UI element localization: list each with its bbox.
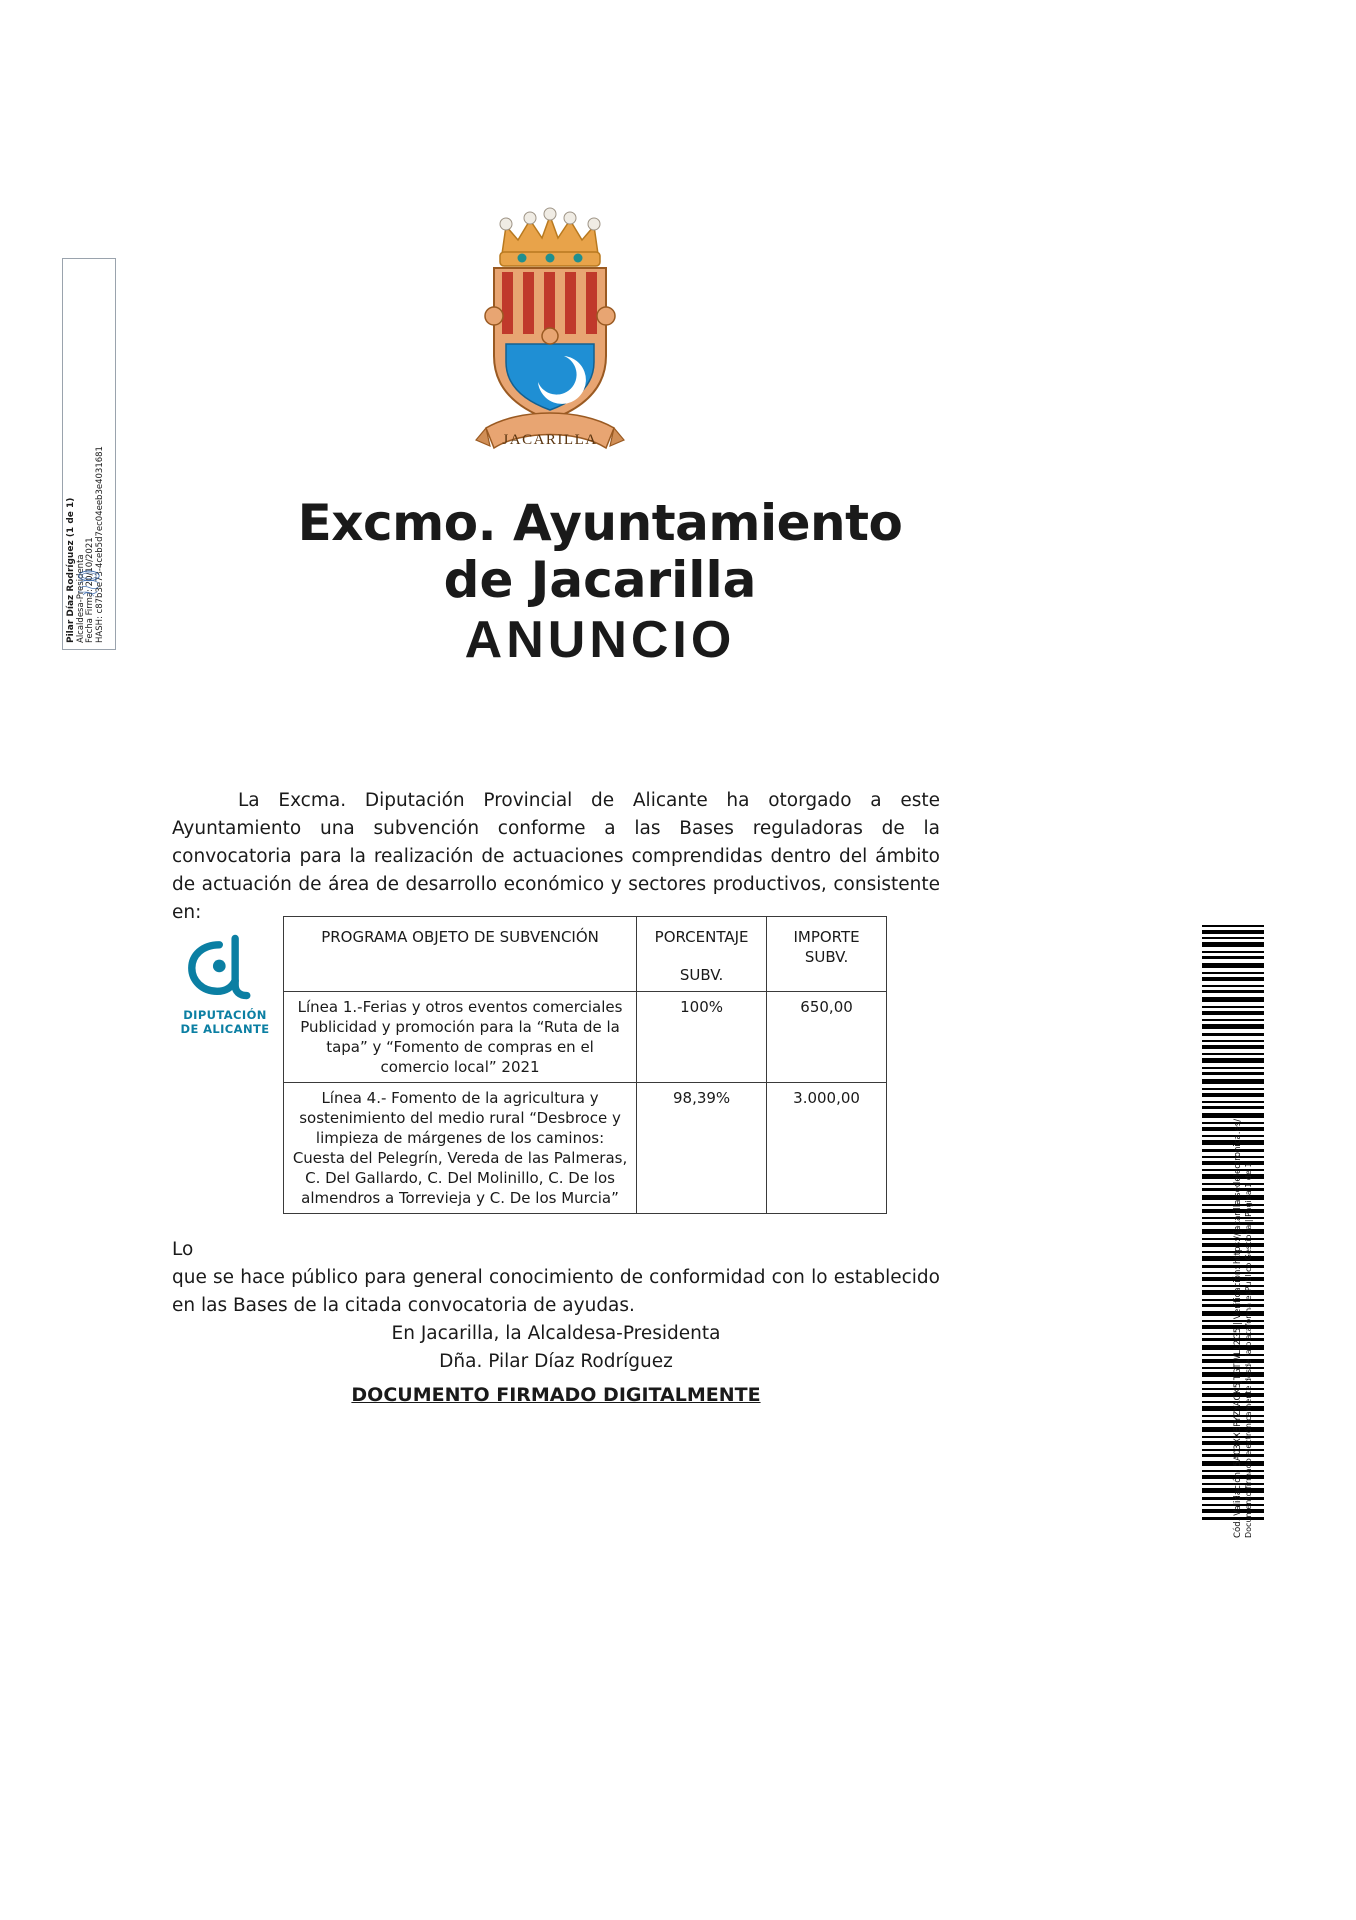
row-percentage: 98,39% xyxy=(637,1083,767,1214)
closing-paragraph xyxy=(172,1236,940,1320)
header-percentage xyxy=(637,917,767,992)
crown-icon xyxy=(500,208,600,266)
header-program: PROGRAMA OBJETO DE SUBVENCIÓN xyxy=(284,917,637,992)
header-amount: IMPORTE SUBV. xyxy=(767,917,887,992)
row-amount: 3.000,00 xyxy=(767,1083,887,1214)
table-header-row xyxy=(284,917,887,992)
closing-block xyxy=(172,1236,940,1376)
table-row xyxy=(284,1083,887,1214)
verification-barcode-area xyxy=(1174,925,1294,1538)
coat-of-arms-motto: JACARILLA xyxy=(502,432,598,448)
closing-lo: Lo xyxy=(172,1239,194,1260)
verification-code-line: Cód. Validación: 5A03XXEPYZYAGK5JTGTWLL2G5 | Verificación: https://jacarilla.sedelectronica.es/ xyxy=(1233,1118,1243,1538)
header-percentage-sub: SUBV. xyxy=(679,966,724,984)
stamp-hash: HASH: c87b3e73-4ceb5d7ec04eeb3e4031681 xyxy=(94,446,105,643)
coat-of-arms-icon xyxy=(460,196,640,476)
subvention-table xyxy=(283,916,887,1214)
diputacion-logo-line-2: DE ALICANTE xyxy=(180,1022,270,1036)
intro-text: La Excma. Diputación Provincial de Alicante ha otorgado a este Ayuntamiento una subvención conforme a las Bases reguladoras de la convocatoria para la realización de actuaciones comprendidas dentro del ámbito de actuación de área de desarrollo económico y sectores productivos, consistente en: xyxy=(172,789,940,923)
row-program: Línea 4.- Fomento de la agricultura y sostenimiento del medio rural “Desbroce y limpieza de márgenes de los caminos: Cuesta del Pelegrín, Vereda de las Palmeras, C. Del Gallardo, C. Del Molinillo, C. De los almendros a Torrevieja y C. De los Murcia” xyxy=(284,1083,637,1214)
row-percentage: 100% xyxy=(637,992,767,1083)
document-signed-digitally: DOCUMENTO FIRMADO DIGITALMENTE xyxy=(351,1384,761,1406)
closing-place: En Jacarilla, la Alcaldesa-Presidenta xyxy=(391,1323,721,1344)
header-percentage-label: PORCENTAJE xyxy=(654,928,749,946)
closing-text: que se hace público para general conocimiento de conformidad con lo establecido en las Bases de la citada convocatoria de ayudas. xyxy=(172,1267,940,1316)
stamp-date: Fecha Firma: 20/10/2021 xyxy=(85,537,95,643)
stamp-signer: Pilar Díaz Rodríguez (1 de 1) xyxy=(66,497,76,643)
title-line-3: ANUNCIO xyxy=(464,611,736,669)
verification-text xyxy=(1233,938,1259,1538)
diputacion-logo-line-1: DIPUTACIÓN xyxy=(183,1008,267,1022)
coat-of-arms xyxy=(460,196,640,476)
title-line-1: Excmo. Ayuntamiento xyxy=(297,494,903,552)
table-row xyxy=(284,992,887,1083)
intro-paragraph xyxy=(172,787,940,927)
closing-signer: Dña. Pilar Díaz Rodríguez xyxy=(439,1351,673,1372)
official-seal-icon xyxy=(71,565,107,601)
diputacion-mark-icon xyxy=(177,930,272,1004)
title-line-2: de Jacarilla xyxy=(443,551,757,609)
signature-stamp-panel xyxy=(62,258,116,650)
stamp-role: Alcaldesa-Presidenta xyxy=(75,554,86,643)
diputacion-alicante-logo xyxy=(170,930,280,1036)
verification-doc-line: Documento firmado electrónicamente desde la plataforma esPublico Gestiona | Página 1 de 1 xyxy=(1243,1162,1253,1538)
page-title xyxy=(150,495,1050,671)
row-amount: 650,00 xyxy=(767,992,887,1083)
row-program: Línea 1.-Ferias y otros eventos comerciales Publicidad y promoción para la “Ruta de la tapa” y “Fomento de compras en el comercio local” 2021 xyxy=(284,992,637,1083)
